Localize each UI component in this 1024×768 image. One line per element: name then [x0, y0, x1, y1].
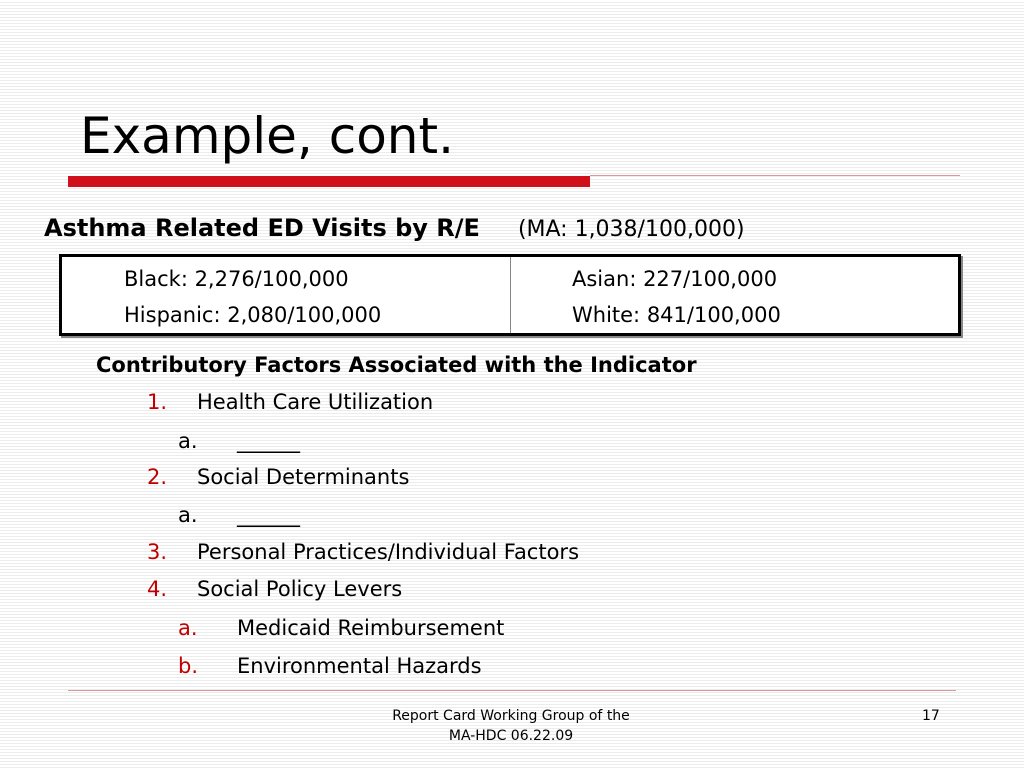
list-text: Environmental Hazards — [237, 654, 482, 678]
factor-item — [147, 461, 409, 493]
rate-white: White: 841/100,000 — [572, 303, 781, 327]
factor-item — [147, 536, 579, 568]
rates-table — [59, 254, 961, 336]
list-text: Health Care Utilization — [197, 390, 434, 414]
list-number: 3. — [147, 540, 168, 564]
footer-line-1: Report Card Working Group of the — [392, 708, 630, 724]
list-letter: a. — [178, 616, 198, 640]
list-letter: a. — [178, 429, 198, 453]
footer-rule — [68, 690, 956, 691]
list-number: 1. — [147, 390, 168, 414]
list-text: Social Policy Levers — [197, 577, 403, 601]
page-number: 17 — [922, 708, 940, 724]
rate-asian: Asian: 227/100,000 — [572, 267, 778, 291]
title-underline-red — [68, 176, 590, 187]
list-text: Medicaid Reimbursement — [237, 616, 505, 640]
rates-cell-right — [572, 261, 781, 333]
factors-heading: Contributory Factors Associated with the Indicator — [96, 353, 697, 377]
footer-caption — [340, 706, 682, 746]
list-text: ______ — [237, 503, 300, 527]
factor-item — [147, 386, 433, 418]
rates-table-divider — [510, 257, 511, 333]
factor-item — [147, 573, 402, 605]
list-text: Social Determinants — [197, 465, 410, 489]
list-number: 2. — [147, 465, 168, 489]
rate-hispanic: Hispanic: 2,080/100,000 — [124, 303, 382, 327]
rate-black: Black: 2,276/100,000 — [124, 267, 349, 291]
list-text: ______ — [237, 429, 300, 453]
list-number: 4. — [147, 577, 168, 601]
rates-cell-left — [124, 261, 381, 333]
subtitle-indicator: Asthma Related ED Visits by R/E — [44, 214, 480, 242]
factor-subitem — [178, 612, 504, 644]
footer-line-2: MA-HDC 06.22.09 — [448, 728, 574, 744]
factor-subitem — [178, 650, 482, 682]
list-letter: b. — [178, 654, 199, 678]
factor-subitem — [178, 499, 300, 531]
subtitle-ma-rate: (MA: 1,038/100,000) — [517, 217, 745, 242]
slide-subtitle — [44, 211, 745, 247]
slide-title: Example, cont. — [80, 107, 454, 165]
factor-subitem — [178, 425, 300, 457]
list-text: Personal Practices/Individual Factors — [197, 540, 580, 564]
title-underline-thin — [590, 175, 960, 176]
list-letter: a. — [178, 503, 198, 527]
